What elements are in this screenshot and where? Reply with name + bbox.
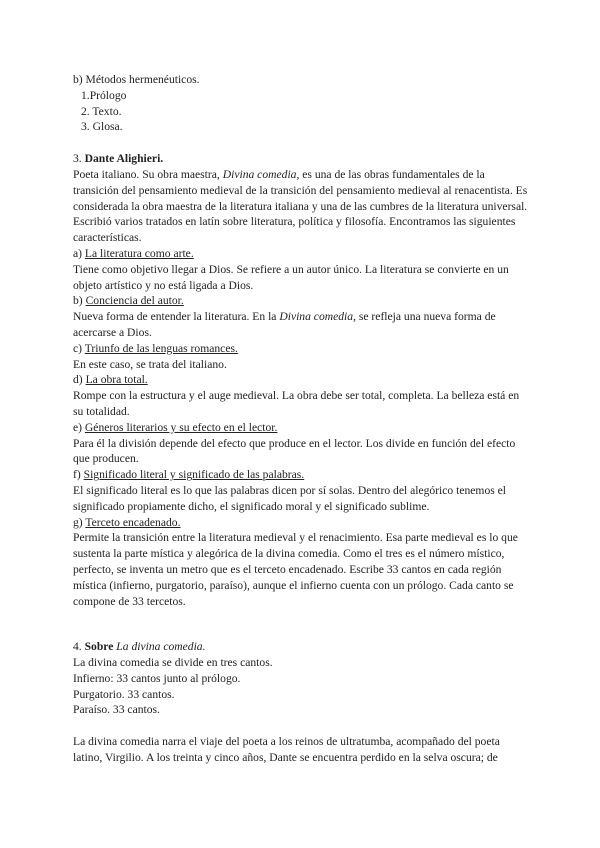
point-text-g: Permite la transición entre la literatura medieval y el renacimiento. Esa parte medieval es lo que sustenta la parte mística y alegórica de la divina comedia. Como el tres es el número místico, perfecto, se inventa un metro que es el terceto encadenado. Escribe 33 cantos en cada región mística (infierno, purgatorio, paraíso), aunque el infierno cuenta con un prólogo. Cada canto se compone de 33 tercetos.: [73, 531, 518, 608]
point-heading-a: a) La literatura como arte.: [73, 246, 194, 260]
point-heading-e: e) Géneros literarios y su efecto en el lector.: [73, 420, 278, 434]
point-text-a: Tiene como objetivo llegar a Dios. Se refiere a un autor único. La literatura se convierte en un objeto artístico y no está ligada a Dios.: [73, 262, 509, 292]
point-text-e: Para él la división depende del efecto que produce en el lector. Los divide en función del efecto que producen.: [73, 436, 516, 466]
point-heading-b: b) Conciencia del autor.: [73, 294, 184, 308]
closing-paragraph: La divina comedia narra el viaje del poeta a los reinos de ultratumba, acompañado del poeta latino, Virgilio. A los treinta y cinco años, Dante se encuentra perdido en la selva oscura; de: [73, 735, 500, 765]
point-text-f: El significado literal es lo que las palabras dicen por sí solas. Dentro del alegórico tenemos el significado propiamente dicho, el significado moral y el significado sublime.: [73, 483, 507, 513]
methods-heading: b) Métodos hermenéuticos.: [73, 73, 200, 86]
work-title: Divina comedia: [222, 167, 297, 181]
section-heading-sobre: [73, 639, 529, 655]
methods-item-texto: 2. Texto.: [81, 104, 122, 118]
section-title: Sobre: [84, 640, 114, 654]
work-title: La divina comedia.: [116, 640, 206, 654]
point-text-c: En este caso, se trata del italiano.: [73, 357, 227, 371]
section-title: Dante Alighieri.: [84, 152, 164, 166]
point-heading-c: c) Triunfo de las lenguas romances.: [73, 341, 238, 355]
dante-intro-paragraph: Poeta italiano. Su obra maestra, Divina comedia, es una de las obras fundamentales de la transición del pensamiento medieval de la transición del pensamiento medieval al renacentista. Es considerada la obra maestra de la literatura italiana y una de las cumbres de la literatura universal. Escribió varios tratados en latín sobre literatura, política y filosofía. Encontramos las siguientes características.: [73, 167, 528, 245]
cantos-line: La divina comedia se divide en tres cantos.: [73, 656, 273, 670]
cantos-line: Paraíso. 33 cantos.: [73, 703, 160, 717]
work-title: Divina comedia: [279, 310, 354, 324]
methods-item-glosa: 3. Glosa.: [81, 120, 123, 134]
methods-item-prologo: 1.Prólogo: [81, 88, 127, 102]
cantos-line: Infierno: 33 cantos junto al prólogo.: [73, 671, 241, 685]
section-heading-dante: [73, 151, 529, 167]
cantos-line: Purgatorio. 33 cantos.: [73, 687, 175, 701]
point-heading-f: f) Significado literal y significado de las palabras.: [73, 468, 305, 482]
document-content: [73, 72, 529, 766]
section-number: 3.: [73, 152, 82, 166]
section-number: 4.: [73, 640, 82, 654]
point-heading-d: d) La obra total.: [73, 373, 148, 387]
point-text-b: Nueva forma de entender la literatura. En la Divina comedia, se refleja una nueva forma de acercarse a Dios.: [73, 310, 496, 339]
point-heading-g: g) Terceto encadenado.: [73, 515, 181, 529]
point-text-d: Rompe con la estructura y el auge medieval. La obra debe ser total, completa. La belleza está en su totalidad.: [73, 389, 520, 418]
